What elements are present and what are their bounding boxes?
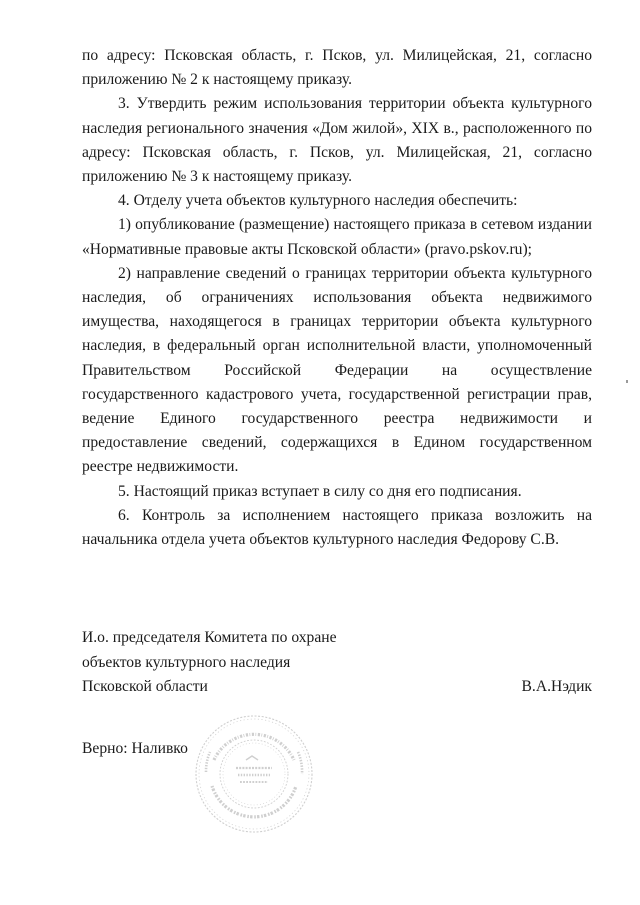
signer-title-line-1: И.о. председателя Комитета по охране [82,629,337,646]
scan-speck [626,380,628,383]
certification-note: Верно: Наливко [82,740,188,757]
signer-row [82,675,592,700]
paragraph-item-4: 4. Отделу учета объектов культурного наследия обеспечить: [118,192,518,210]
paragraph-subitem-2: 2) направление сведений о границах территории объекта культурного наследия, об ограничениях использования объекта недвижимого имущества, находящегося в границах территории объекта культурного наследия, в федеральный орган исполнительной власти, уполномоченный Правительством Российской Федерации на осуществление государственного кадастрового учета, государственной регистрации прав, ведение Единого государственного реестра недвижимости и предоставление сведений, содержащихся в Едином государственном реестре недвижимости. [82,264,592,476]
paragraph-address-appendix-2: по адресу: Псковская область, г. Псков, ул. Милицейская, 21, согласно приложению № 2 к настоящему приказу. [82,47,592,89]
paragraph-item-5: 5. Настоящий приказ вступает в силу со дня его подписания. [118,482,522,500]
round-seal-stamp-icon [192,712,316,836]
order-body-text [82,44,592,552]
paragraph-item-6: 6. Контроль за исполнением настоящего приказа возложить на начальника отдела учета объектов культурного наследия Федорову С.В. [82,506,592,549]
paragraph-subitem-1: 1) опубликование (размещение) настоящего приказа в сетевом издании «Нормативные правовые акты Псковской области» (pravo.pskov.ru); [82,216,592,258]
signer-name: В.А.Нэдик [521,678,592,695]
signer-title-line-2: объектов культурного наследия [82,653,291,671]
signer-title-line-3: Псковской области [82,678,208,695]
signature-block [82,626,592,700]
paragraph-item-3: 3. Утвердить режим использования территории объекта культурного наследия регионального значения «Дом жилой», XIX в., расположенного по адресу: Псковская область, г. Псков, ул. Милицейская, 21, согласно приложению № 3 к настоящему приказу. [82,95,592,186]
